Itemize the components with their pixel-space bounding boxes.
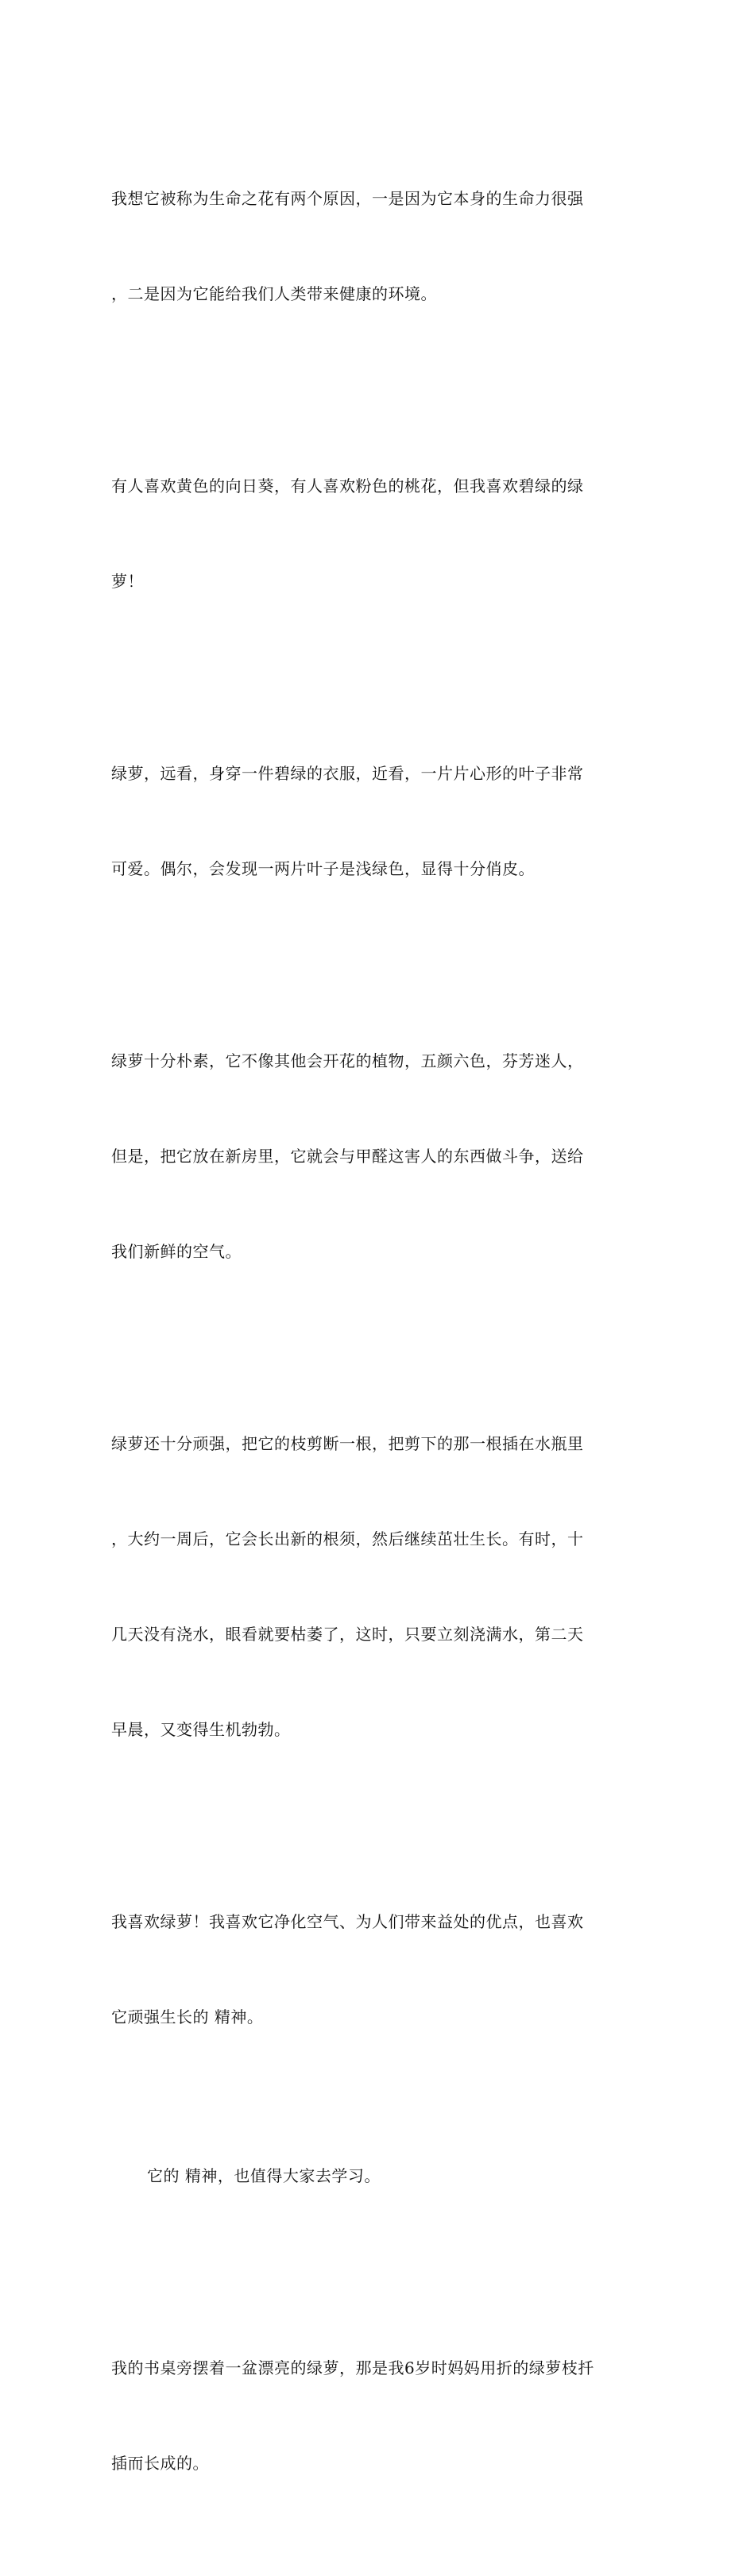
text-line: 绿萝十分朴素，它不像其他会开花的植物，五颜六色，芬芳迷人， [111,1051,584,1070]
text-line: 有人喜欢黄色的向日葵，有人喜欢粉色的桃花，但我喜欢碧绿的绿 [111,476,584,496]
paragraph-preference [111,407,628,661]
text-line: 几天没有浇水，眼看就要枯萎了，这时，只要立刻浇满水，第二天 [111,1625,584,1644]
text-line: 绿萝，远看，身穿一件碧绿的衣服，近看，一片片心形的叶子非常 [111,764,584,783]
text-line: 绿萝还十分顽强，把它的枝剪断一根，把剪下的那一根插在水瓶里 [111,1434,584,1453]
document-body [111,119,628,2576]
paragraph-spirit [111,2096,628,2255]
paragraph-life-flower [111,119,628,373]
text-line: ，二是因为它能给我们人类带来健康的环境。 [111,284,437,303]
paragraph-desk-plant [111,2289,628,2543]
text-line: 但是，把它放在新房里，它就会与甲醛这害人的东西做斗争，送给 [111,1147,584,1166]
text-line: 萝！ [111,572,144,591]
text-line: 我们新鲜的空气。 [111,1242,242,1261]
text-line: 插而长成的。 [111,2454,209,2473]
paragraph-simplicity [111,981,628,1331]
paragraph-affection [111,1842,628,2096]
text-line: 可爱。偶尔，会发现一两片叶子是浅绿色，显得十分俏皮。 [111,859,535,878]
text-line: ，大约一周后，它会长出新的根须，然后继续茁壮生长。有时，十 [111,1529,584,1548]
text-line: 它的 精神，也值得大家去学习。 [147,2166,381,2185]
paragraph-appearance [111,694,628,948]
text-line: 我的书桌旁摆着一盆漂亮的绿萝，那是我6岁时妈妈用折的绿萝枝扦 [111,2358,594,2377]
text-line: 我想它被称为生命之花有两个原因，一是因为它本身的生命力很强 [111,189,584,208]
text-line: 我喜欢绿萝！我喜欢它净化空气、为人们带来益处的优点，也喜欢 [111,1912,584,1931]
text-line: 它顽强生长的 精神。 [111,2007,264,2026]
paragraph-tenacity [111,1364,628,1809]
text-line: 早晨，又变得生机勃勃。 [111,1720,291,1739]
